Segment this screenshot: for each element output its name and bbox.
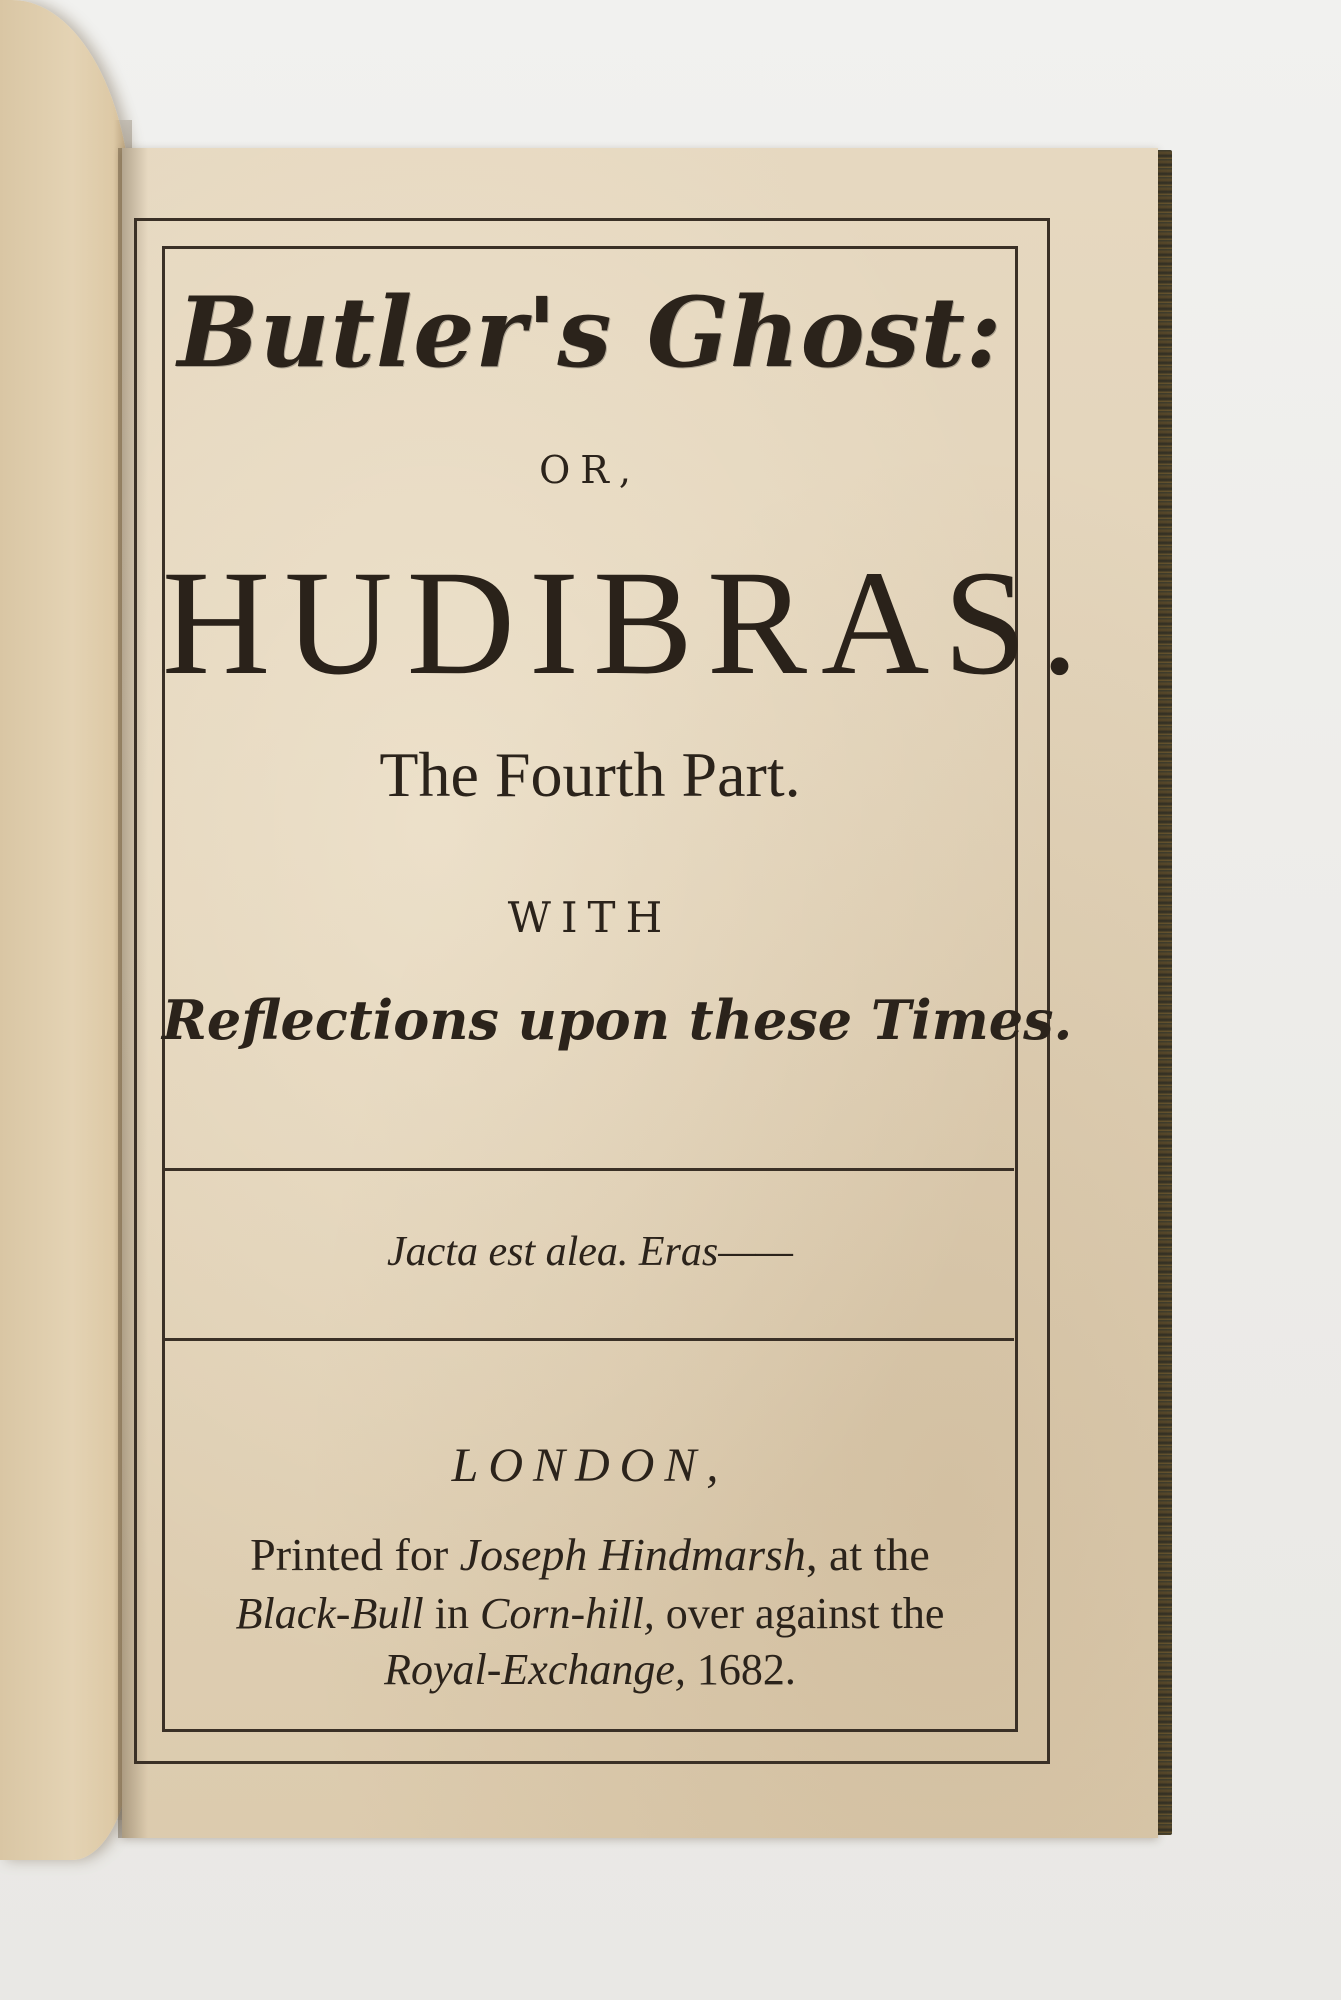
subtitle: Reflections upon these Times. [162, 988, 1073, 1052]
divider-rule-bottom [164, 1338, 1014, 1341]
imprint-line-2 [162, 1588, 1018, 1639]
imprint-sign: Black-Bull [235, 1589, 424, 1638]
work-title: HUDIBRAS. [162, 540, 1093, 706]
facing-page [0, 0, 132, 1860]
imprint-printed-for: Printed for [250, 1529, 460, 1580]
imprint-at-the: , at the [805, 1529, 930, 1580]
main-title: Butler's Ghost: [177, 276, 1003, 389]
part-line: The Fourth Part. [379, 739, 801, 810]
imprint-location: Royal-Exchange, [384, 1645, 686, 1694]
imprint-publisher: Joseph Hindmarsh [459, 1529, 806, 1580]
imprint-in: in [423, 1589, 480, 1638]
imprint-over-against: over against the [654, 1589, 945, 1638]
with-line: WITH [507, 893, 673, 942]
motto: Jacta est alea. Eras—— [387, 1229, 793, 1275]
imprint-line-1 [162, 1528, 1018, 1581]
imprint-year: 1682. [685, 1645, 796, 1694]
place-of-publication: LONDON, [451, 1439, 729, 1492]
divider-rule-top [164, 1168, 1014, 1171]
imprint-line-3 [162, 1644, 1018, 1695]
imprint-street: Corn-hill, [480, 1589, 655, 1638]
title-page [122, 148, 1158, 1838]
or-line: OR, [539, 448, 641, 492]
